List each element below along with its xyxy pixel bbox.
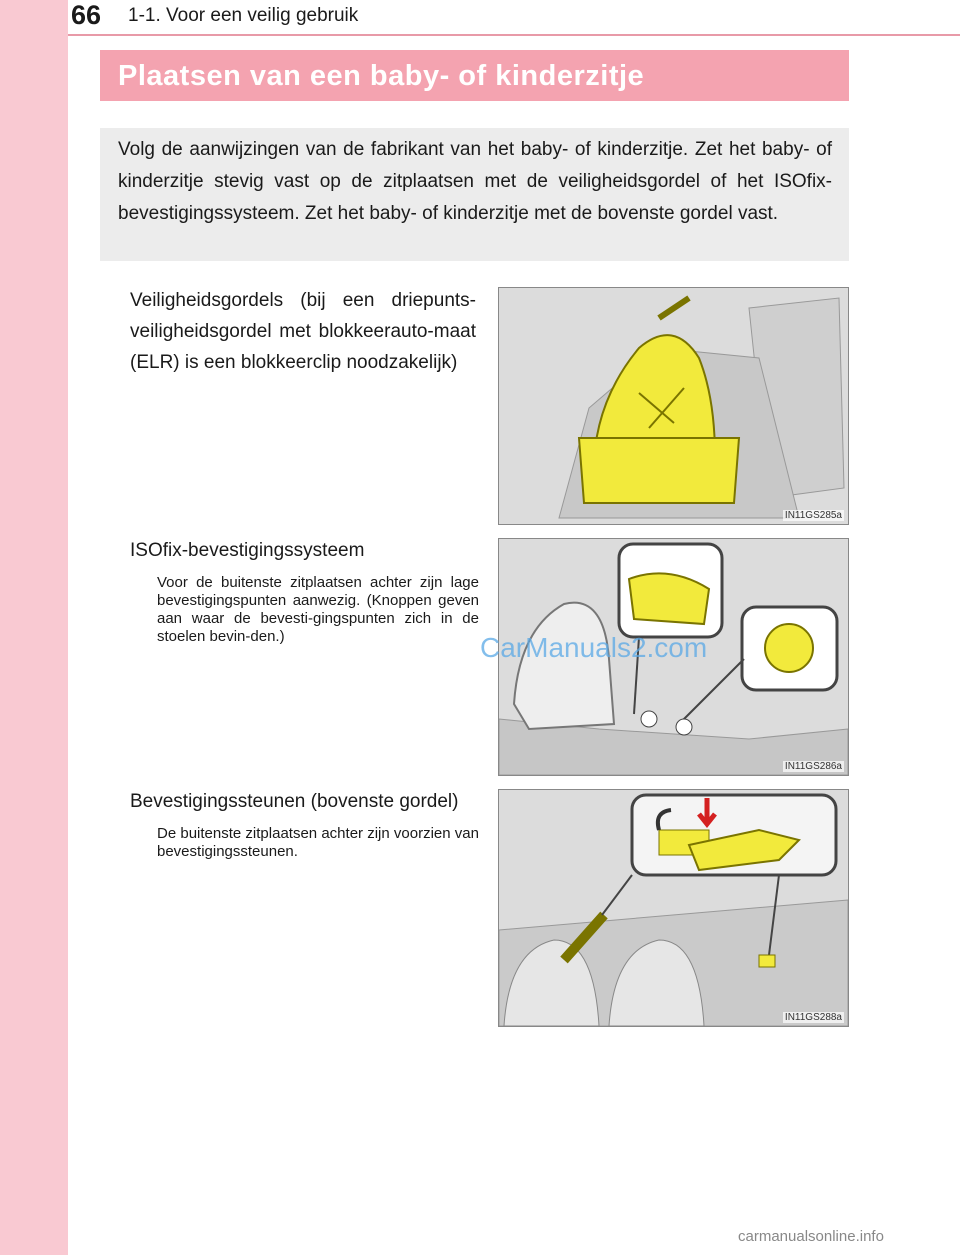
side-color-band	[0, 0, 68, 1255]
summary-text: Volg de aanwijzingen van de fabrikant van het baby- of kinderzitje. Zet het baby- of kinderzitje stevig vast op de zitplaatsen met de veiligheidsgordel of het ISOfix-bevestigingssysteem. Zet het baby- of kinderzitje met de bovenste gordel vast.	[118, 139, 832, 224]
item-title-tether: Bevestigingssteunen (bovenste gordel)	[130, 791, 459, 812]
figure-code: IN11GS285a	[784, 510, 842, 521]
item-body-tether: De buitenste zitplaatsen achter zijn voorzien van bevestigingssteunen.	[157, 825, 479, 860]
page-number: 66	[71, 0, 102, 30]
item-title-seatbelts: Veiligheidsgordels (bij een driepunts-veiligheidsgordel met blokkeerauto-maat (ELR) is een blokkeerclip noodzakelijk)	[130, 290, 476, 373]
tether-anchor-illustration	[499, 790, 848, 1026]
banner-title: Plaatsen van een baby- of kinderzitje	[118, 60, 645, 92]
section-title: 1-1. Voor een veilig gebruik	[128, 5, 359, 26]
figure-code: IN11GS288a	[784, 1012, 842, 1023]
figure-child-seat-belt	[498, 287, 849, 525]
header-rule	[68, 34, 960, 36]
figure-code: IN11GS286a	[784, 761, 842, 772]
item-body-isofix: Voor de buitenste zitplaatsen achter zijn lage bevestigingspunten aanwezig. (Knoppen geven aan waar de bevesti-gingspunten zich in de stoelen bevin-den.)	[157, 574, 479, 645]
child-seat-belt-illustration	[499, 288, 848, 524]
figure-tether-anchor	[498, 789, 849, 1027]
section-banner	[100, 50, 849, 101]
summary-box	[100, 128, 849, 261]
watermark: CarManuals2.com	[480, 632, 708, 663]
item-title-isofix: ISOfix-bevestigingssysteem	[130, 540, 365, 561]
footer-url[interactable]: carmanualsonline.info	[738, 1228, 884, 1245]
